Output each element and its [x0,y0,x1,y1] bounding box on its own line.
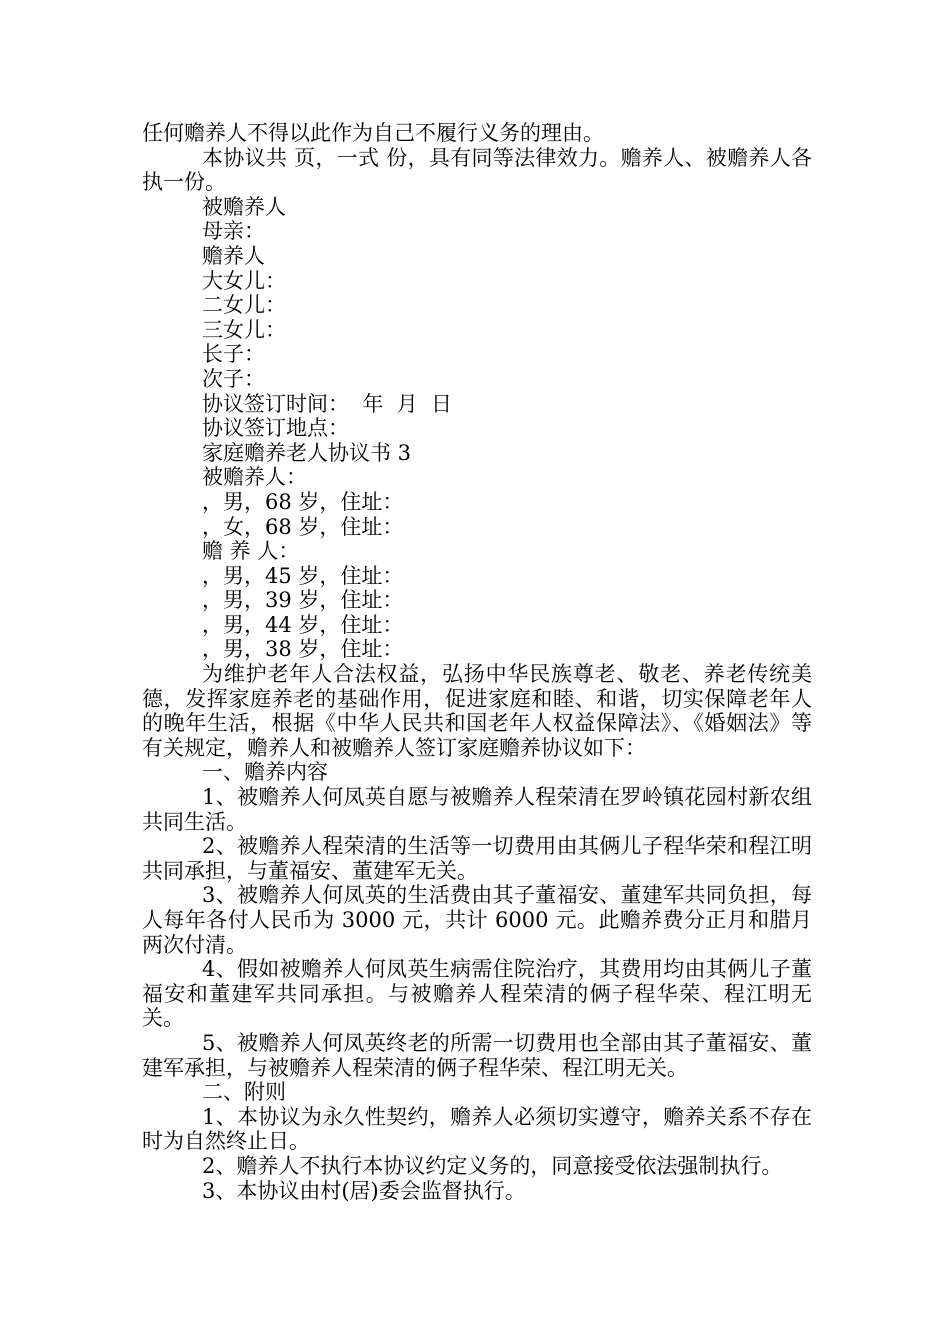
clause-paragraph: 5、被赡养人何凤英终老的所需一切费用也全部由其子董福安、董建军承担，与被赡养人程荣清的俩子程华荣、程江明无关。 [142,1030,812,1080]
clause-paragraph: 1、本协议为永久性契约，赡养人必须切实遵守，赡养关系不存在时为自然终止日。 [142,1104,812,1154]
signature-line: 三女儿： [202,317,286,342]
signature-line: 二女儿： [202,293,286,318]
clause-paragraph: 2、被赡养人程荣清的生活等一切费用由其俩儿子程华荣和程江明共同承担，与董福安、董建军无关。 [142,834,812,883]
copies-clause: 本协议共 页，一式 份，具有同等法律效力。赡养人、被赡养人各执一份。 [142,145,812,195]
party-line: ，男，45 岁，住址： [202,563,404,588]
party-label: 赡 养 人： [202,539,300,564]
party-line: ，男，38 岁，住址： [202,637,404,662]
party-label: 被赡养人： [202,465,307,490]
party-line: ，男，68 岁，住址： [202,489,404,514]
signature-line: 母亲： [202,219,265,244]
party-line: ，女，68 岁，住址： [202,514,404,539]
party-line: ，男，39 岁，住址： [202,588,404,613]
clause-paragraph: 3、本协议由村(居)委会监督执行。 [202,1178,526,1203]
signature-label: 被赡养人 [202,194,286,219]
clause-paragraph: 2、赡养人不执行本协议约定义务的，同意接受依法强制执行。 [202,1153,783,1178]
clause-paragraph: 3、被赡养人何凤英的生活费由其子董福安、董建军共同负担，每人每年各付人民币为 3000 元，共计 6000 元。此赡养费分正月和腊月两次付清。 [142,883,812,957]
signature-line: 长子： [202,342,265,367]
signature-label: 赡养人 [202,243,265,268]
signing-place-line: 协议签订地点： [202,416,349,441]
document-body [142,121,812,1203]
clause-paragraph: 4、假如被赡养人何凤英生病需住院治疗，其费用均由其俩儿子董福安和董建军共同承担。与被赡养人程荣清的俩子程华荣、程江明无关。 [142,957,812,1031]
preamble-paragraph: 为维护老年人合法权益，弘扬中华民族尊老、敬老、养老传统美德，发挥家庭养老的基础作用，促进家庭和睦、和谐，切实保障老年人的晚年生活，根据《中华人民共和国老年人权益保障法》、《婚姻法》等有关规定，赡养人和被赡养人签订家庭赡养协议如下： [142,662,812,760]
document-title: 家庭赡养老人协议书 3 [202,440,412,465]
text-paragraph: 任何赡养人不得以此作为自己不履行义务的理由。 [142,121,604,145]
section-heading: 一、赡养内容 [202,760,328,785]
party-line: ，男，44 岁，住址： [202,612,404,637]
clause-paragraph: 1、被赡养人何凤英自愿与被赡养人程荣清在罗岭镇花园村新农组共同生活。 [142,785,812,834]
section-heading: 二、附则 [202,1080,286,1105]
signing-date-line: 协议签订时间： 年 月 日 [202,391,453,416]
signature-line: 大女儿： [202,268,286,293]
signature-line: 次子： [202,366,265,391]
